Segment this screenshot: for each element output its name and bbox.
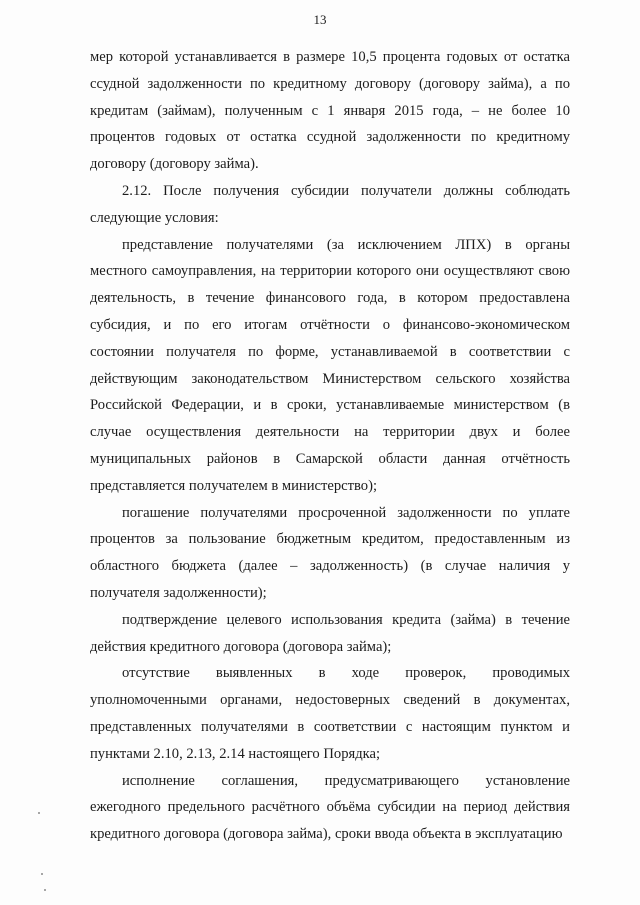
paragraph-no-false-info: отсутствие выявленных в ходе проверок, проводимых уполномоченными органами, недостоверных сведений в документах, представленных получателями в соответствии с настоящим пунктом и пунктами 2.10, 2.13, 2.14 настоящего Порядка;: [90, 665, 570, 762]
paragraph-debt-repayment: погашение получателями просроченной задолженности по уплате процентов за пользование бюджетным кредитом, предоставленным из областного бюджета (далее – задолженность) (в случае наличия у получателя задолженности);: [90, 504, 570, 601]
paragraph-reporting: представление получателями (за исключением ЛПХ) в органы местного самоуправления, на территории которого они осуществляют свою деятельность, в течение финансового года, в котором предоставлена субсидия, и по его итогам отчётности о финансово-экономическом состоянии получателя по форме, устанавливаемой в соответствии с действующим законодательством Министерством сельского хозяйства Российской Федерации, и в сроки, устанавливаемые министерством (в случае осуществления деятельности на территории двух и более муниципальных районов в Самарской области данная отчётность представляется получателем в министерство);: [90, 236, 570, 494]
paragraph-continuation: мер которой устанавливается в размере 10,5 процента годовых от остатка ссудной задолженности по кредитному договору (договору займа), а по кредитам (займам), полученным с 1 января 2015 года, – не более 10 процентов годовых от остатка ссудной задолженности по кредитному договору (договору займа).: [90, 49, 570, 173]
page-number: 13: [313, 12, 327, 27]
paragraph-agreement: исполнение соглашения, предусматривающего установление ежегодного предельного расчётного объёма субсидии на период действия кредитного договора (договора займа), сроки ввода объекта в эксплуатацию: [90, 772, 570, 843]
scan-speck: [44, 889, 46, 891]
paragraph-2-12: 2.12. После получения субсидии получатели должны соблюдать следующие условия:: [90, 182, 570, 226]
document-body: [90, 44, 570, 848]
paragraph-target-use: подтверждение целевого использования кредита (займа) в течение действия кредитного договора (договора займа);: [90, 611, 570, 655]
scan-speck: [38, 812, 40, 814]
scan-speck: [41, 873, 43, 875]
